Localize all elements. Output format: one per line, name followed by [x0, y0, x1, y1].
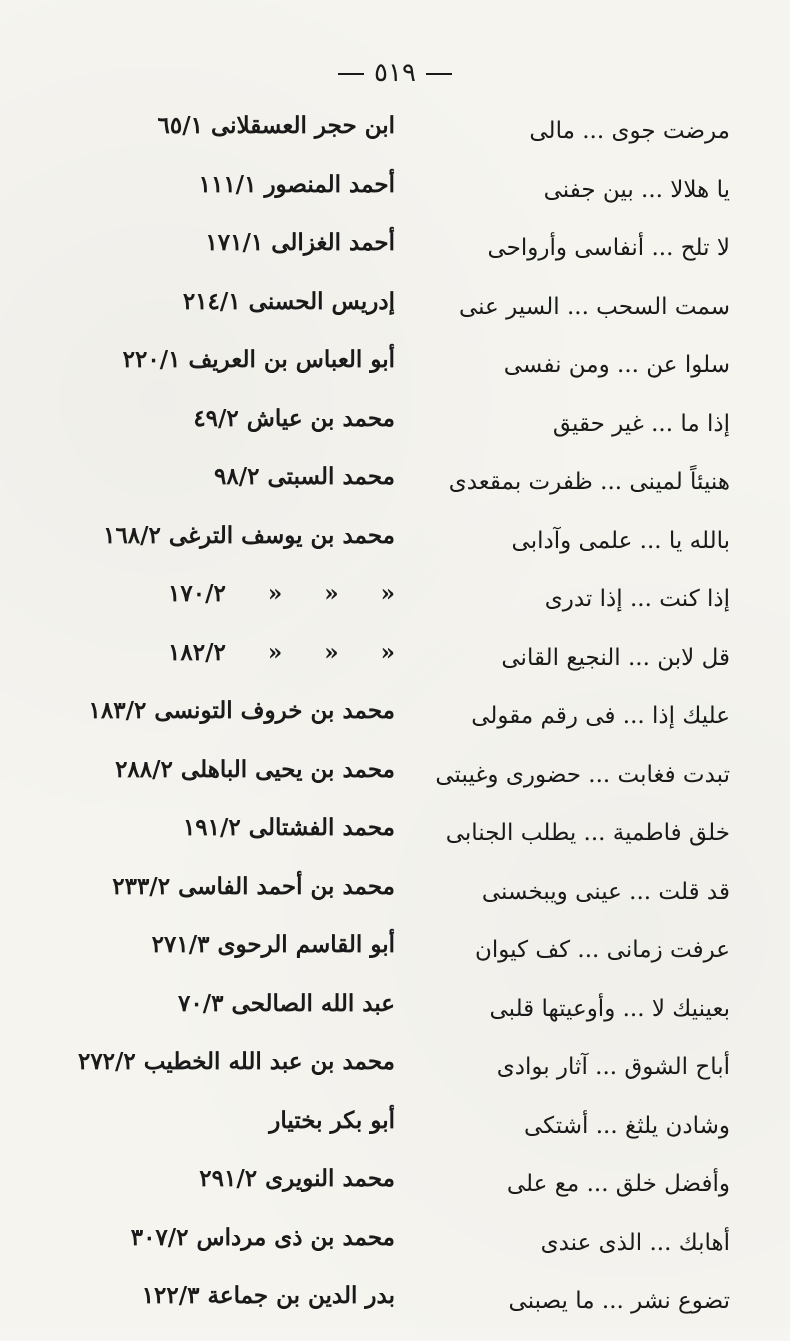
verse-incipit: قد قلت ... عينى ويبخسنى [481, 878, 730, 905]
verse-incipit: قل لابن ... النجيع القانى [501, 644, 730, 671]
list-item [0, 522, 790, 581]
poet-reference: محمد بن عياش ٤٩/٢ [193, 404, 395, 432]
poet-reference: إدريس الحسنى ٢١٤/١ [182, 287, 395, 315]
poet-reference: « « « ١٧٠/٢ [168, 580, 395, 607]
verse-incipit: وأفضل خلق ... مع على [506, 1171, 730, 1197]
verse-incipit: تضوع نشر ... ما يصبنى [508, 1288, 730, 1314]
list-item [0, 1048, 790, 1107]
poet-reference: أبو القاسم الرحوى ٢٧١/٣ [151, 931, 395, 958]
verse-incipit: إذا ما ... غير حقيق [552, 410, 730, 437]
verse-index-list [0, 112, 790, 1341]
list-item [0, 288, 790, 347]
verse-incipit: يا هلالا ... بين جفنى [543, 176, 730, 203]
poet-reference: أحمد المنصور ١١١/١ [198, 170, 395, 198]
poet-reference: أحمد الغزالى ١٧١/١ [205, 229, 395, 256]
verse-incipit: سلوا عن ... ومن نفسى [503, 352, 730, 378]
poet-reference: محمد الفشتالى ١٩١/٢ [182, 814, 395, 841]
list-item [0, 229, 790, 288]
poet-reference: محمد بن عبد الله الخطيب ٢٧٢/٢ [77, 1048, 395, 1075]
verse-incipit: عليك إذا ... فى رقم مقولى [471, 703, 730, 729]
verse-incipit: مرضت جوى ... مالى [529, 118, 730, 144]
list-item [0, 814, 790, 873]
list-item [0, 756, 790, 815]
verse-incipit: إذا كنت ... إذا تدرى [544, 586, 730, 612]
poet-reference: ابن حجر العسقلانى ٦٥/١ [157, 112, 395, 139]
poet-reference: « « « ١٨٢/٢ [168, 638, 395, 666]
verse-incipit: خلق فاطمية ... يطلب الجنابى [445, 820, 730, 846]
poet-reference: بدر الدين بن جماعة ١٢٢/٣ [141, 1282, 395, 1309]
verse-incipit: بالله يا ... علمى وآدابى [511, 527, 730, 554]
verse-incipit: لا تلح ... أنفاسى وأرواحى [487, 235, 730, 261]
verse-incipit: هنيئاً لمينى ... ظفرت بمقعدى [448, 469, 730, 495]
poet-reference: محمد بن أحمد الفاسى ٢٣٣/٢ [112, 872, 395, 900]
poet-reference: محمد بن يحيى الباهلى ٢٨٨/٢ [115, 755, 395, 783]
poet-reference: محمد بن ذى مرداس ٣٠٧/٢ [130, 1223, 395, 1251]
list-item [0, 990, 790, 1049]
left-dash [338, 73, 364, 75]
list-item [0, 463, 790, 522]
page-number: ٥١٩ [374, 58, 416, 88]
list-item [0, 1224, 790, 1283]
list-item [0, 171, 790, 230]
right-dash [426, 73, 452, 75]
list-item [0, 1107, 790, 1166]
verse-incipit: أباح الشوق ... آثار بوادى [496, 1054, 730, 1080]
list-item [0, 405, 790, 464]
poet-reference: أبو العباس بن العريف ٢٢٠/١ [122, 346, 395, 373]
verse-incipit: بعينيك لا ... وأوعيتها قلبى [489, 995, 730, 1022]
verse-incipit: سمت السحب ... السير عنى [458, 293, 730, 320]
poet-reference: محمد بن يوسف الترغى ١٦٨/٢ [103, 521, 395, 549]
page-number-header [0, 58, 790, 88]
poet-reference: محمد بن خروف التونسى ١٨٣/٢ [88, 697, 395, 724]
list-item [0, 580, 790, 639]
verse-incipit: وشادن يلثغ ... أشتكى [523, 1112, 730, 1139]
list-item [0, 112, 790, 171]
list-item [0, 639, 790, 698]
list-item [0, 1282, 790, 1341]
verse-incipit: تبدت فغابت ... حضورى وغيبتى [435, 761, 730, 788]
verse-incipit: أهابك ... الذى عندى [540, 1229, 730, 1256]
poet-reference: عبد الله الصالحى ٧٠/٣ [178, 989, 395, 1017]
poet-reference: أبو بكر بختيار [269, 1106, 395, 1134]
list-item [0, 873, 790, 932]
list-item [0, 346, 790, 405]
list-item [0, 931, 790, 990]
poet-reference: محمد السبتى ٩٨/٢ [214, 463, 395, 490]
poet-reference: محمد النويرى ٢٩١/٢ [199, 1165, 395, 1192]
verse-incipit: عرفت زمانى ... كف كيوان [475, 937, 730, 963]
list-item [0, 697, 790, 756]
list-item [0, 1165, 790, 1224]
